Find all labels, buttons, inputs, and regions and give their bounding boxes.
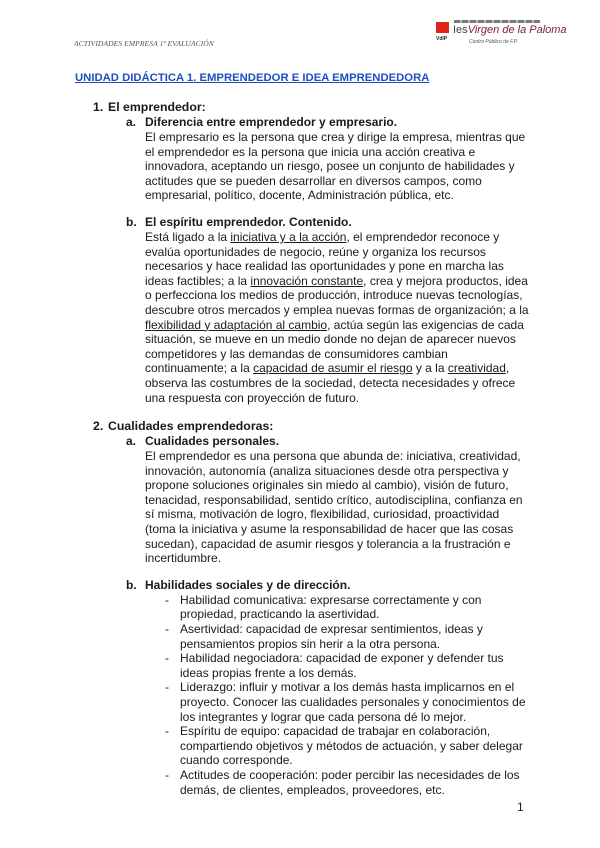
list-item: - Habilidad negociadora: capacidad de exponer y defender tus ideas propias frente a los demás. xyxy=(165,651,504,680)
skills-list xyxy=(165,592,600,797)
section-2a-text: El emprendedor es una persona que abunda de: iniciativa, creatividad, innovación, autonomía (analiza situaciones desde otra perspectiva y propone soluciones originales sin miedo al cambio), visión de futuro, tenacidad, responsabilidad, sentido crítico, autodisciplina, confianza en sí misma, motivación de logro, flexibilidad, curiosidad, proactividad (toma la iniciativa y asume la responsabilidad de hacer que las cosas sucedan), capacidad de asumir riesgos y tolerancia a la frustración e incertidumbre. xyxy=(145,449,523,566)
list-item: - Liderazgo: influir y motivar a los demás hasta implicarnos en el proyecto. Conocer las cualidades personales y conocimientos de los integrantes y lograr que cada persona dé lo mejor. xyxy=(165,680,526,724)
section-1-heading: 1. El emprendedor: xyxy=(93,100,206,114)
page-number: 1 xyxy=(517,800,524,814)
unit-title: UNIDAD DIDÁCTICA 1. EMPRENDEDOR E IDEA EMPRENDEDORA xyxy=(75,72,430,84)
running-header: ACTIVIDADES EMPRESA 1ª EVALUACIÓN xyxy=(74,39,214,48)
list-item: - Habilidad comunicativa: expresarse correctamente y con propiedad, practicando la asertividad. xyxy=(165,592,482,622)
section-1a-text: El empresario es la persona que crea y dirige la empresa, mientras que el emprendedor es la persona que inicia una acción creativa e innovadora, aceptando un riesgo, posee un conjunto de habilidades y actitudes que se pueden desarrollar en diversos campos, como empresarial, político, docente, Administración pública, etc. xyxy=(145,130,526,203)
school-logo xyxy=(436,20,567,52)
list-item: - Asertividad: capacidad de expresar sentimientos, ideas y pensamientos propios sin herir a la otra persona. xyxy=(165,622,483,651)
document-body xyxy=(0,100,600,797)
logo-initials: VdlP xyxy=(436,36,448,42)
section-1b-text: Está ligado a la iniciativa y a la acción, el emprendedor reconoce y evalúa oportunidades de negocio, reúne y organiza los recursos necesarios y hace realidad las oportunidades y pone en marcha las ideas factibles; a la innovación constante, crea y mejora productos, idea o perfecciona los medios de producción, introduce nuevas tecnologías, descubre otros mercados y emplea nuevas formas de organización; a la flexibilidad y adaptación al cambio, actúa según las exigencias de cada situación, se mueve en un medio donde no dejan de aparecer nuevos competidores y las demandas de consumidores cambian continuamente; a la capacidad de asumir el riesgo y a la creatividad, observa las costumbres de la sociedad, detecta necesidades y ofrece una respuesta con proyección de futuro. xyxy=(145,229,529,405)
section-2-heading: 2. Cualidades emprendedoras: xyxy=(93,419,274,434)
section-1a-heading: a. Diferencia entre emprendedor y empresario. xyxy=(126,115,398,129)
section-1b-heading: b. El espíritu emprendedor. Contenido. xyxy=(126,214,352,229)
logo-decoration xyxy=(454,20,540,23)
community-logo-icon xyxy=(436,22,449,33)
logo-subtitle: Centro Público de F.P. xyxy=(469,39,519,45)
list-item: - Actitudes de cooperación: poder percibir las necesidades de los demás, de clientes, empleados, proveedores, etc. xyxy=(165,767,520,797)
list-item: - Espíritu de equipo: capacidad de trabajar en colaboración, compartiendo objetivos y métodos de actuación, y saber delegar cuando corresponde. xyxy=(165,724,523,768)
logo-name: IesVirgen de la Paloma xyxy=(453,24,567,36)
section-2a-heading: a. Cualidades personales. xyxy=(126,434,280,449)
section-2b-heading: b. Habilidades sociales y de dirección. xyxy=(126,577,351,592)
